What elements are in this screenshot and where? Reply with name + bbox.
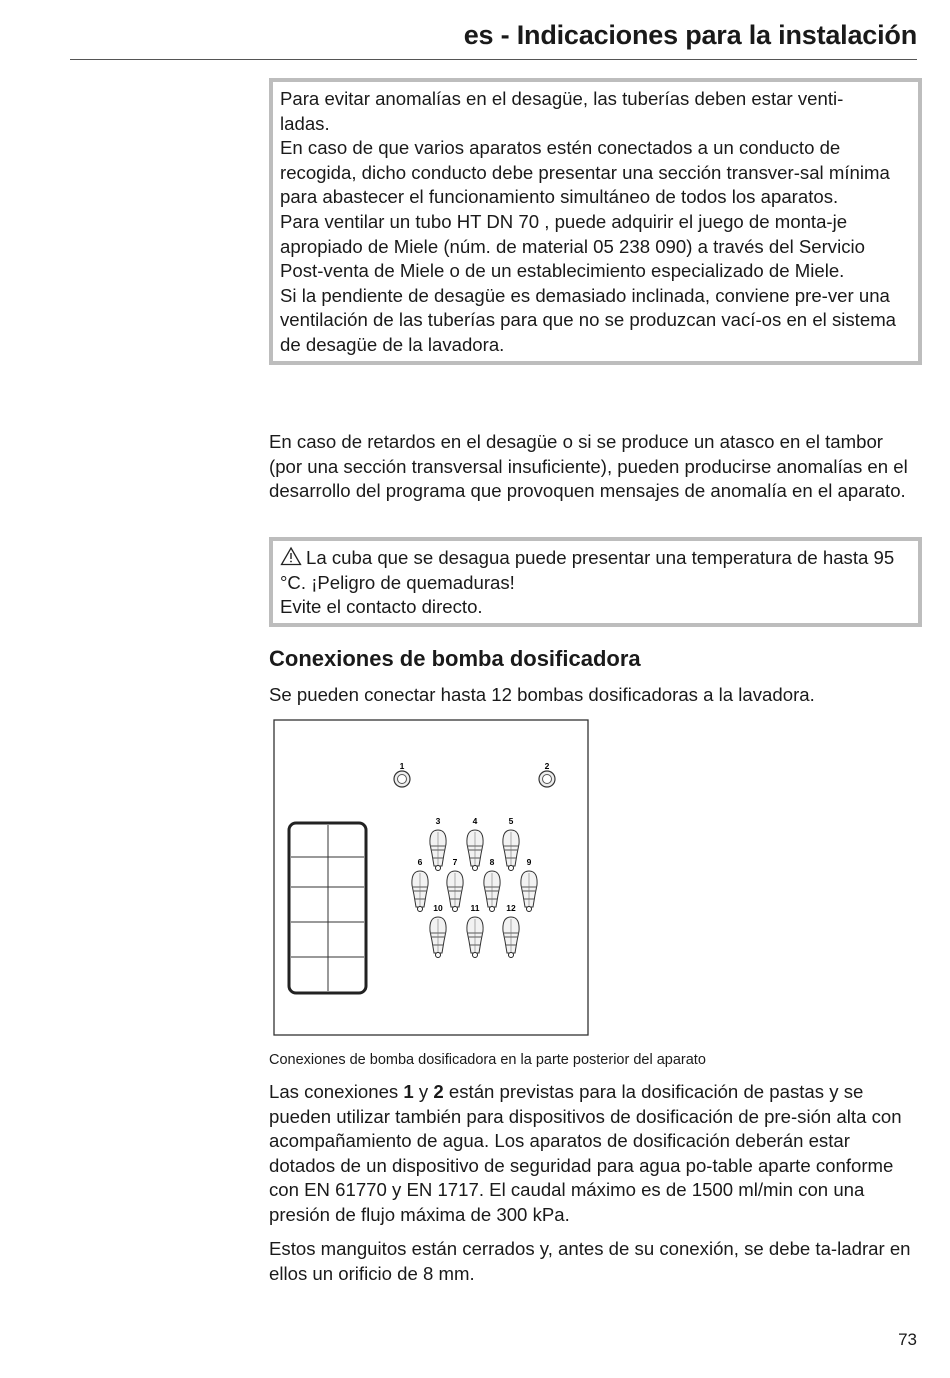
connector-label: 7 xyxy=(452,857,458,867)
figure-caption: Conexiones de bomba dosificadora en la parte posterior del aparato xyxy=(269,1052,706,1068)
ventilation-note-box xyxy=(269,78,922,365)
note-paragraph: En caso de que varios aparatos estén conectados a un conducto de recogida, dicho conducto debe presentar una sección transver-sal mínima para abastecer el funcionamiento simultáneo de todos los aparatos. xyxy=(280,137,890,208)
connector-label: 9 xyxy=(526,857,532,867)
dosing-pump-connections-figure xyxy=(273,719,591,1037)
connections-paragraph: Las conexiones 1 y 2 están previstas para la dosificación de pastas y se pueden utilizar también para dispositivos de dosificación de pre-sión alta con acompañamiento de agua. Los aparatos de dosificación deberán estar dotados de un dispositivo de seguridad para agua po-table aparte conforme con EN 61770 y EN 1717. El caudal máximo es de 1500 ml/min con una presión de flujo máxima de 300 kPa. xyxy=(269,1081,902,1225)
connector-label: 12 xyxy=(506,903,516,913)
warning-box xyxy=(269,537,922,627)
page-header-title: es - Indicaciones para la instalación xyxy=(463,20,917,50)
note-paragraph: Para ventilar un tubo HT DN 70 , puede adquirir el juego de monta-je apropiado de Miele (núm. de material 05 238 090) a través del Servicio Post-venta de Miele o de un establecimiento especializado de Miele. xyxy=(280,210,865,282)
note-paragraph: Si la pendiente de desagüe es demasiado inclinada, conviene pre-ver una ventilación de las tuberías para que no se produzcan vací-os en el sistema de desagüe de la lavadora. xyxy=(280,284,897,355)
warning-text-2: Evite el contacto directo. xyxy=(280,596,483,618)
connector-label: 3 xyxy=(435,816,441,826)
page-number: 73 xyxy=(898,1330,917,1349)
warning-triangle-icon xyxy=(280,546,302,566)
connector-label: 6 xyxy=(417,857,423,867)
connector-label: 1 xyxy=(399,761,405,771)
sleeves-paragraph: Estos manguitos están cerrados y, antes de su conexión, se debe ta-ladrar en ellos un orificio de 8 mm. xyxy=(269,1238,911,1284)
note-paragraph: Para evitar anomalías en el desagüe, las tuberías deben estar venti- ladas. xyxy=(280,88,844,134)
connector-label: 5 xyxy=(508,816,514,826)
header-rule xyxy=(70,59,917,60)
drain-delay-paragraph: En caso de retardos en el desagüe o si se produce un atasco en el tambor (por una sección transversal insuficiente), pueden producirse anomalías en el desarrollo del programa que provoquen mensajes de anomalía en el aparato. xyxy=(269,431,908,502)
connector-label: 10 xyxy=(433,903,443,913)
section-intro: Se pueden conectar hasta 12 bombas dosificadoras a la lavadora. xyxy=(269,684,815,705)
connector-label: 2 xyxy=(544,761,550,771)
section-title: Conexiones de bomba dosificadora xyxy=(269,646,641,671)
warning-text: La cuba que se desagua puede presentar una temperatura de hasta 95 °C. ¡Peligro de quemaduras! xyxy=(280,547,895,593)
connector-label: 8 xyxy=(489,857,495,867)
connector-label: 11 xyxy=(470,903,480,913)
connector-label: 4 xyxy=(472,816,478,826)
